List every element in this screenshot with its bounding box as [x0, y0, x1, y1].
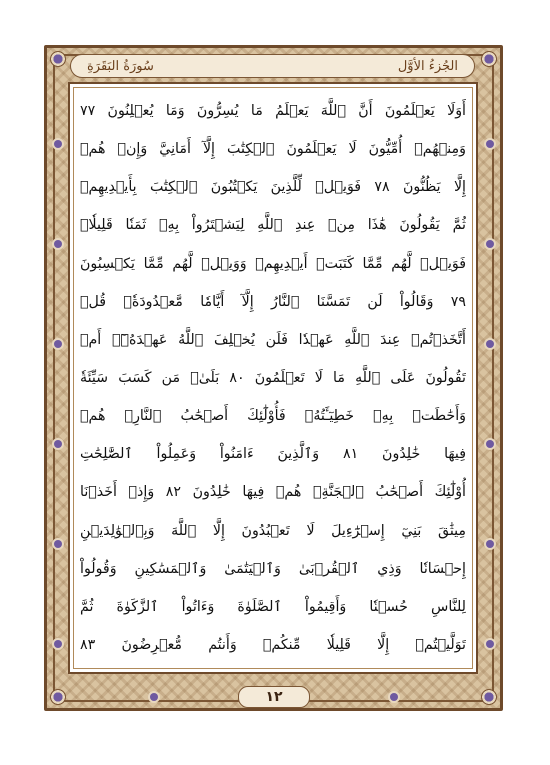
rosette-ornament: [486, 640, 494, 648]
verse-line: فِيهَا خَٰلِدُونَ ٨١ وَٱلَّذِينَ ءَامَنُواْ وَعَمِلُواْ ٱلصَّٰلِحَٰتِ: [80, 446, 466, 463]
corner-ornament-bottom-left: [50, 689, 66, 705]
rosette-ornament: [54, 440, 62, 448]
verse-line: مِيثَٰقَ بَنِيٓ إِسۡرَٰٓءِيلَ لَا تَعۡبُدُونَ إِلَّا ٱللَّهَ وَبِٱلۡوَٰلِدَيۡنِ: [80, 522, 466, 539]
rosette-ornament: [54, 540, 62, 548]
rosette-ornament: [486, 340, 494, 348]
surah-name: سُورَةُ البَقَرَةِ: [87, 58, 154, 74]
rosette-ornament: [54, 240, 62, 248]
verse-line: وَأَحَٰطَتۡ بِهِۦ خَطِيٓـَٔتُهُۥ فَأُوْلَٰٓئِكَ أَصۡحَٰبُ ٱلنَّارِۖ هُمۡ: [80, 408, 466, 425]
verse-line: وَمِنۡهُمۡ أُمِّيُّونَ لَا يَعۡلَمُونَ ٱلۡكِتَٰبَ إِلَّآ أَمَانِيَّ وَإِنۡ هُمۡ: [80, 141, 466, 158]
rosette-ornament: [150, 693, 158, 701]
verse-line: إِلَّا يَظُنُّونَ ٧٨ فَوَيۡلٞ لِّلَّذِينَ يَكۡتُبُونَ ٱلۡكِتَٰبَ بِأَيۡدِيهِمۡ: [80, 179, 466, 196]
corner-ornament-top-right: [481, 51, 497, 67]
page-number: ١٢: [238, 686, 310, 708]
rosette-ornament: [54, 340, 62, 348]
verse-panel: [68, 82, 478, 674]
rosette-ornament: [486, 140, 494, 148]
juz-label: الجُزءُ الأوَّل: [397, 58, 458, 74]
verse-line: ٧٩ وَقَالُواْ لَن تَمَسَّنَا ٱلنَّارُ إِلَّآ أَيَّامٗا مَّعۡدُودَةٗۚ قُلۡ: [80, 293, 466, 310]
verse-line: إِحۡسَانٗا وَذِي ٱلۡقُرۡبَىٰ وَٱلۡيَتَٰمَىٰ وَٱلۡمَسَٰكِينِ وَقُولُواْ: [80, 560, 466, 577]
verse-line: أَوَلَا يَعۡلَمُونَ أَنَّ ٱللَّهَ يَعۡلَمُ مَا يُسِرُّونَ وَمَا يُعۡلِنُونَ ٧٧: [80, 103, 466, 119]
rosette-ornament: [54, 140, 62, 148]
verse-line: تَوَلَّيۡتُمۡ إِلَّا قَلِيلٗا مِّنكُمۡ وَأَنتُم مُّعۡرِضُونَ ٨٣: [80, 636, 466, 653]
rosette-ornament: [486, 240, 494, 248]
verse-line: أَتَّخَذۡتُمۡ عِندَ ٱللَّهِ عَهۡدٗا فَلَن يُخۡلِفَ ٱللَّهُ عَهۡدَهُۥٓۖ أَمۡ: [80, 331, 466, 348]
rosette-ornament: [390, 693, 398, 701]
verse-line: أُوْلَٰٓئِكَ أَصۡحَٰبُ ٱلۡجَنَّةِۖ هُمۡ فِيهَا خَٰلِدُونَ ٨٢ وَإِذۡ أَخَذۡنَا: [80, 484, 466, 501]
verse-line: فَوَيۡلٞ لَّهُم مِّمَّا كَتَبَتۡ أَيۡدِيهِمۡ وَوَيۡلٞ لَّهُم مِّمَّا يَكۡسِبُونَ: [80, 255, 466, 272]
corner-ornament-bottom-right: [481, 689, 497, 705]
rosette-ornament: [486, 440, 494, 448]
corner-ornament-top-left: [50, 51, 66, 67]
rosette-ornament: [54, 640, 62, 648]
page-header: [70, 54, 475, 78]
verse-line: ثُمَّ يَقُولُونَ هَٰذَا مِنۡ عِندِ ٱللَّهِ لِيَشۡتَرُواْ بِهِۦ ثَمَنٗا قَلِيلٗاۖ: [80, 217, 466, 234]
verse-line: لِلنَّاسِ حُسۡنٗا وَأَقِيمُواْ ٱلصَّلَوٰةَ وَءَاتُواْ ٱلزَّكَوٰةَ ثُمَّ: [80, 598, 466, 615]
verse-text-block: [80, 94, 466, 662]
verse-line: تَقُولُونَ عَلَى ٱللَّهِ مَا لَا تَعۡلَمُونَ ٨٠ بَلَىٰۚ مَن كَسَبَ سَيِّئَةٗ: [80, 369, 466, 386]
rosette-ornament: [486, 540, 494, 548]
